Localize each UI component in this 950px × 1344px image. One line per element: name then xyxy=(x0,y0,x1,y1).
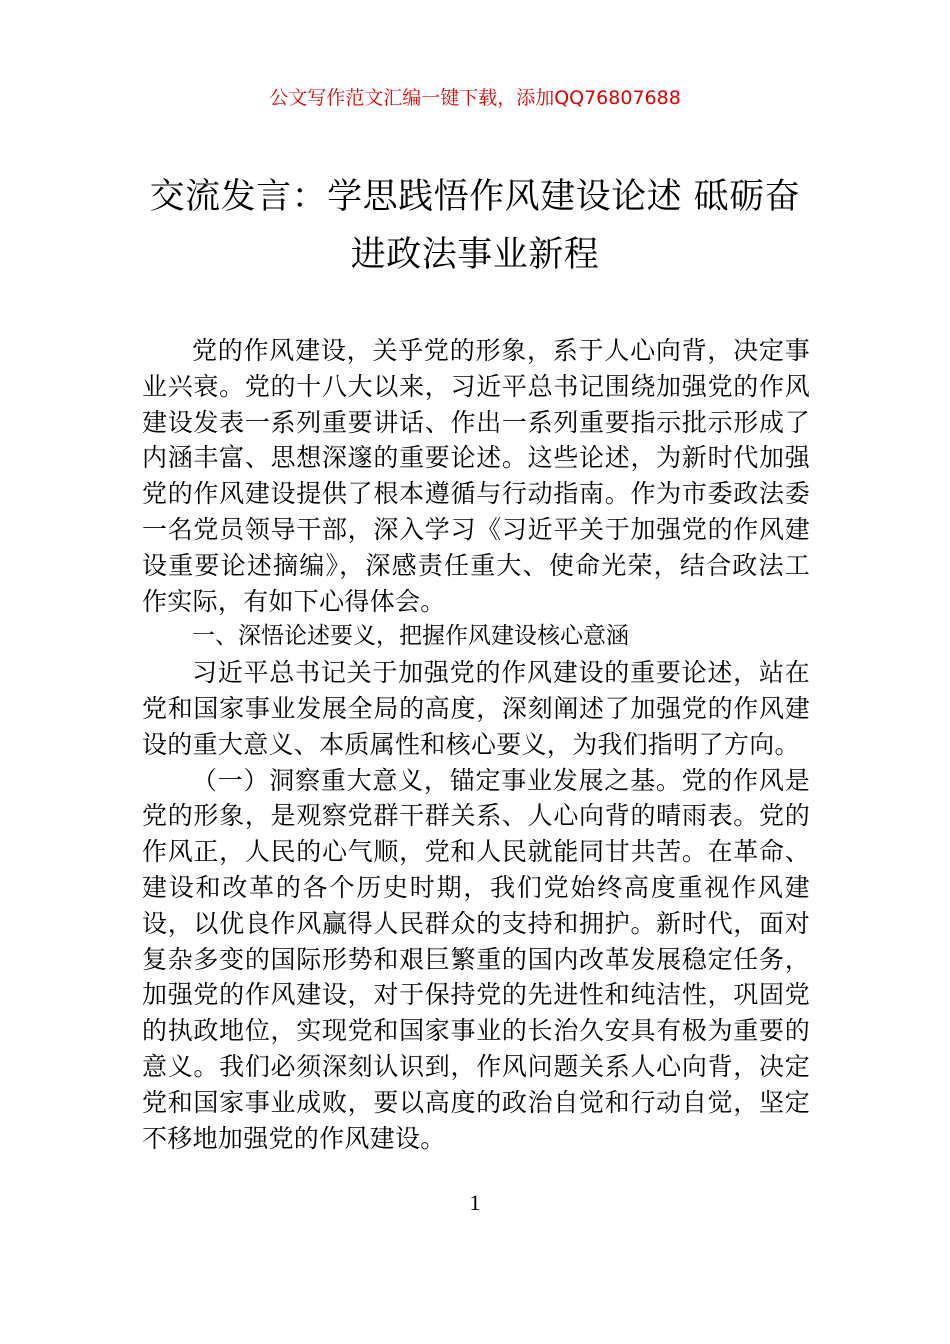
section-1-paragraph: 习近平总书记关于加强党的作风建设的重要论述，站在党和国家事业发展全局的高度，深刻阐述了加强党的作风建设的重大意义、本质属性和核心要义，为我们指明了方向。 xyxy=(142,658,810,759)
document-body xyxy=(142,333,810,1156)
title-line-1: 交流发言：学思践悟作风建设论述 砥砺奋 xyxy=(149,177,801,217)
section-heading-1: 一、深悟论述要义，把握作风建设核心意涵 xyxy=(192,623,629,650)
page-number: 1 xyxy=(469,1190,481,1215)
document-title xyxy=(60,168,890,284)
download-promo-note: 公文写作范文汇编一键下载，添加QQ76807688 xyxy=(269,87,681,109)
title-line-2: 进政法事业新程 xyxy=(350,235,600,275)
subsection-1-paragraph: （一）洞察重大意义，锚定事业发展之基。党的作风是党的形象，是观察党群干群关系、人心向背的晴雨表。党的作风正，人民的心气顺，党和人民就能同甘共苦。在革命、建设和改革的各个历史时期，我们党始终高度重视作风建设，以优良作风赢得人民群众的支持和拥护。新时代，面对复杂多变的国际形势和艰巨繁重的国内改革发展稳定任务，加强党的作风建设，对于保持党的先进性和纯洁性，巩固党的执政地位，实现党和国家事业的长治久安具有极为重要的意义。我们必须深刻认识到，作风问题关系人心向背，决定党和国家事业成败，要以高度的政治自觉和行动自觉，坚定不移地加强党的作风建设。 xyxy=(142,765,810,1153)
intro-paragraph: 党的作风建设，关乎党的形象，系于人心向背，决定事业兴衰。党的十八大以来，习近平总书记围绕加强党的作风建设发表一系列重要讲话、作出一系列重要指示批示形成了内涵丰富、思想深邃的重要论述。这些论述，为新时代加强党的作风建设提供了根本遵循与行动指南。作为市委政法委一名党员领导干部，深入学习《习近平关于加强党的作风建设重要论述摘编》，深感责任重大、使命光荣，结合政法工作实际，有如下心得体会。 xyxy=(142,336,810,616)
